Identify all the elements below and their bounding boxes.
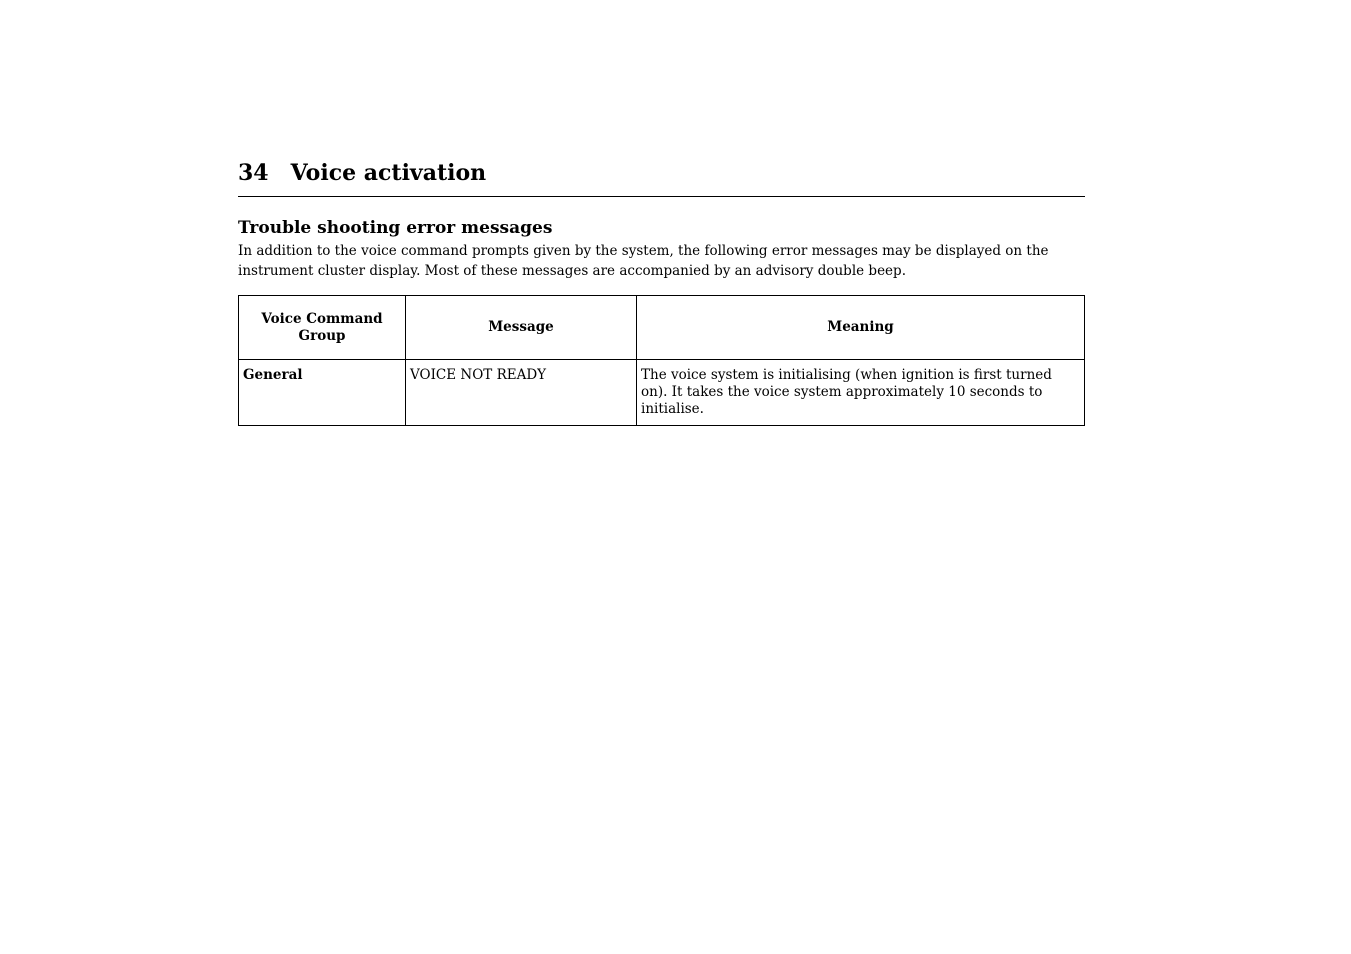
intro-paragraph: In addition to the voice command prompts given by the system, the following error messages may be displayed on the instrument cluster display. Most of these messages are accompanied by an advisory double beep. (238, 243, 1049, 279)
cell-meaning: The voice system is initialising (when ignition is first turned on). It takes the voice system approximately 10 seconds to initialise. (637, 360, 1085, 426)
cell-message: VOICE NOT READY (406, 360, 637, 426)
error-messages-table (238, 295, 1085, 426)
cell-group: General (239, 360, 406, 426)
page-number: 34 (238, 160, 269, 186)
header-message: Message (406, 296, 637, 360)
section-title: Trouble shooting error messages (238, 218, 553, 238)
manual-page (238, 158, 1085, 426)
header-voice-command-group: Voice Command Group (239, 296, 406, 360)
chapter-title: Voice activation (290, 160, 487, 186)
table-row (239, 360, 1085, 426)
table-header-row (239, 296, 1085, 360)
page-header (238, 158, 1085, 197)
header-meaning: Meaning (637, 296, 1085, 360)
